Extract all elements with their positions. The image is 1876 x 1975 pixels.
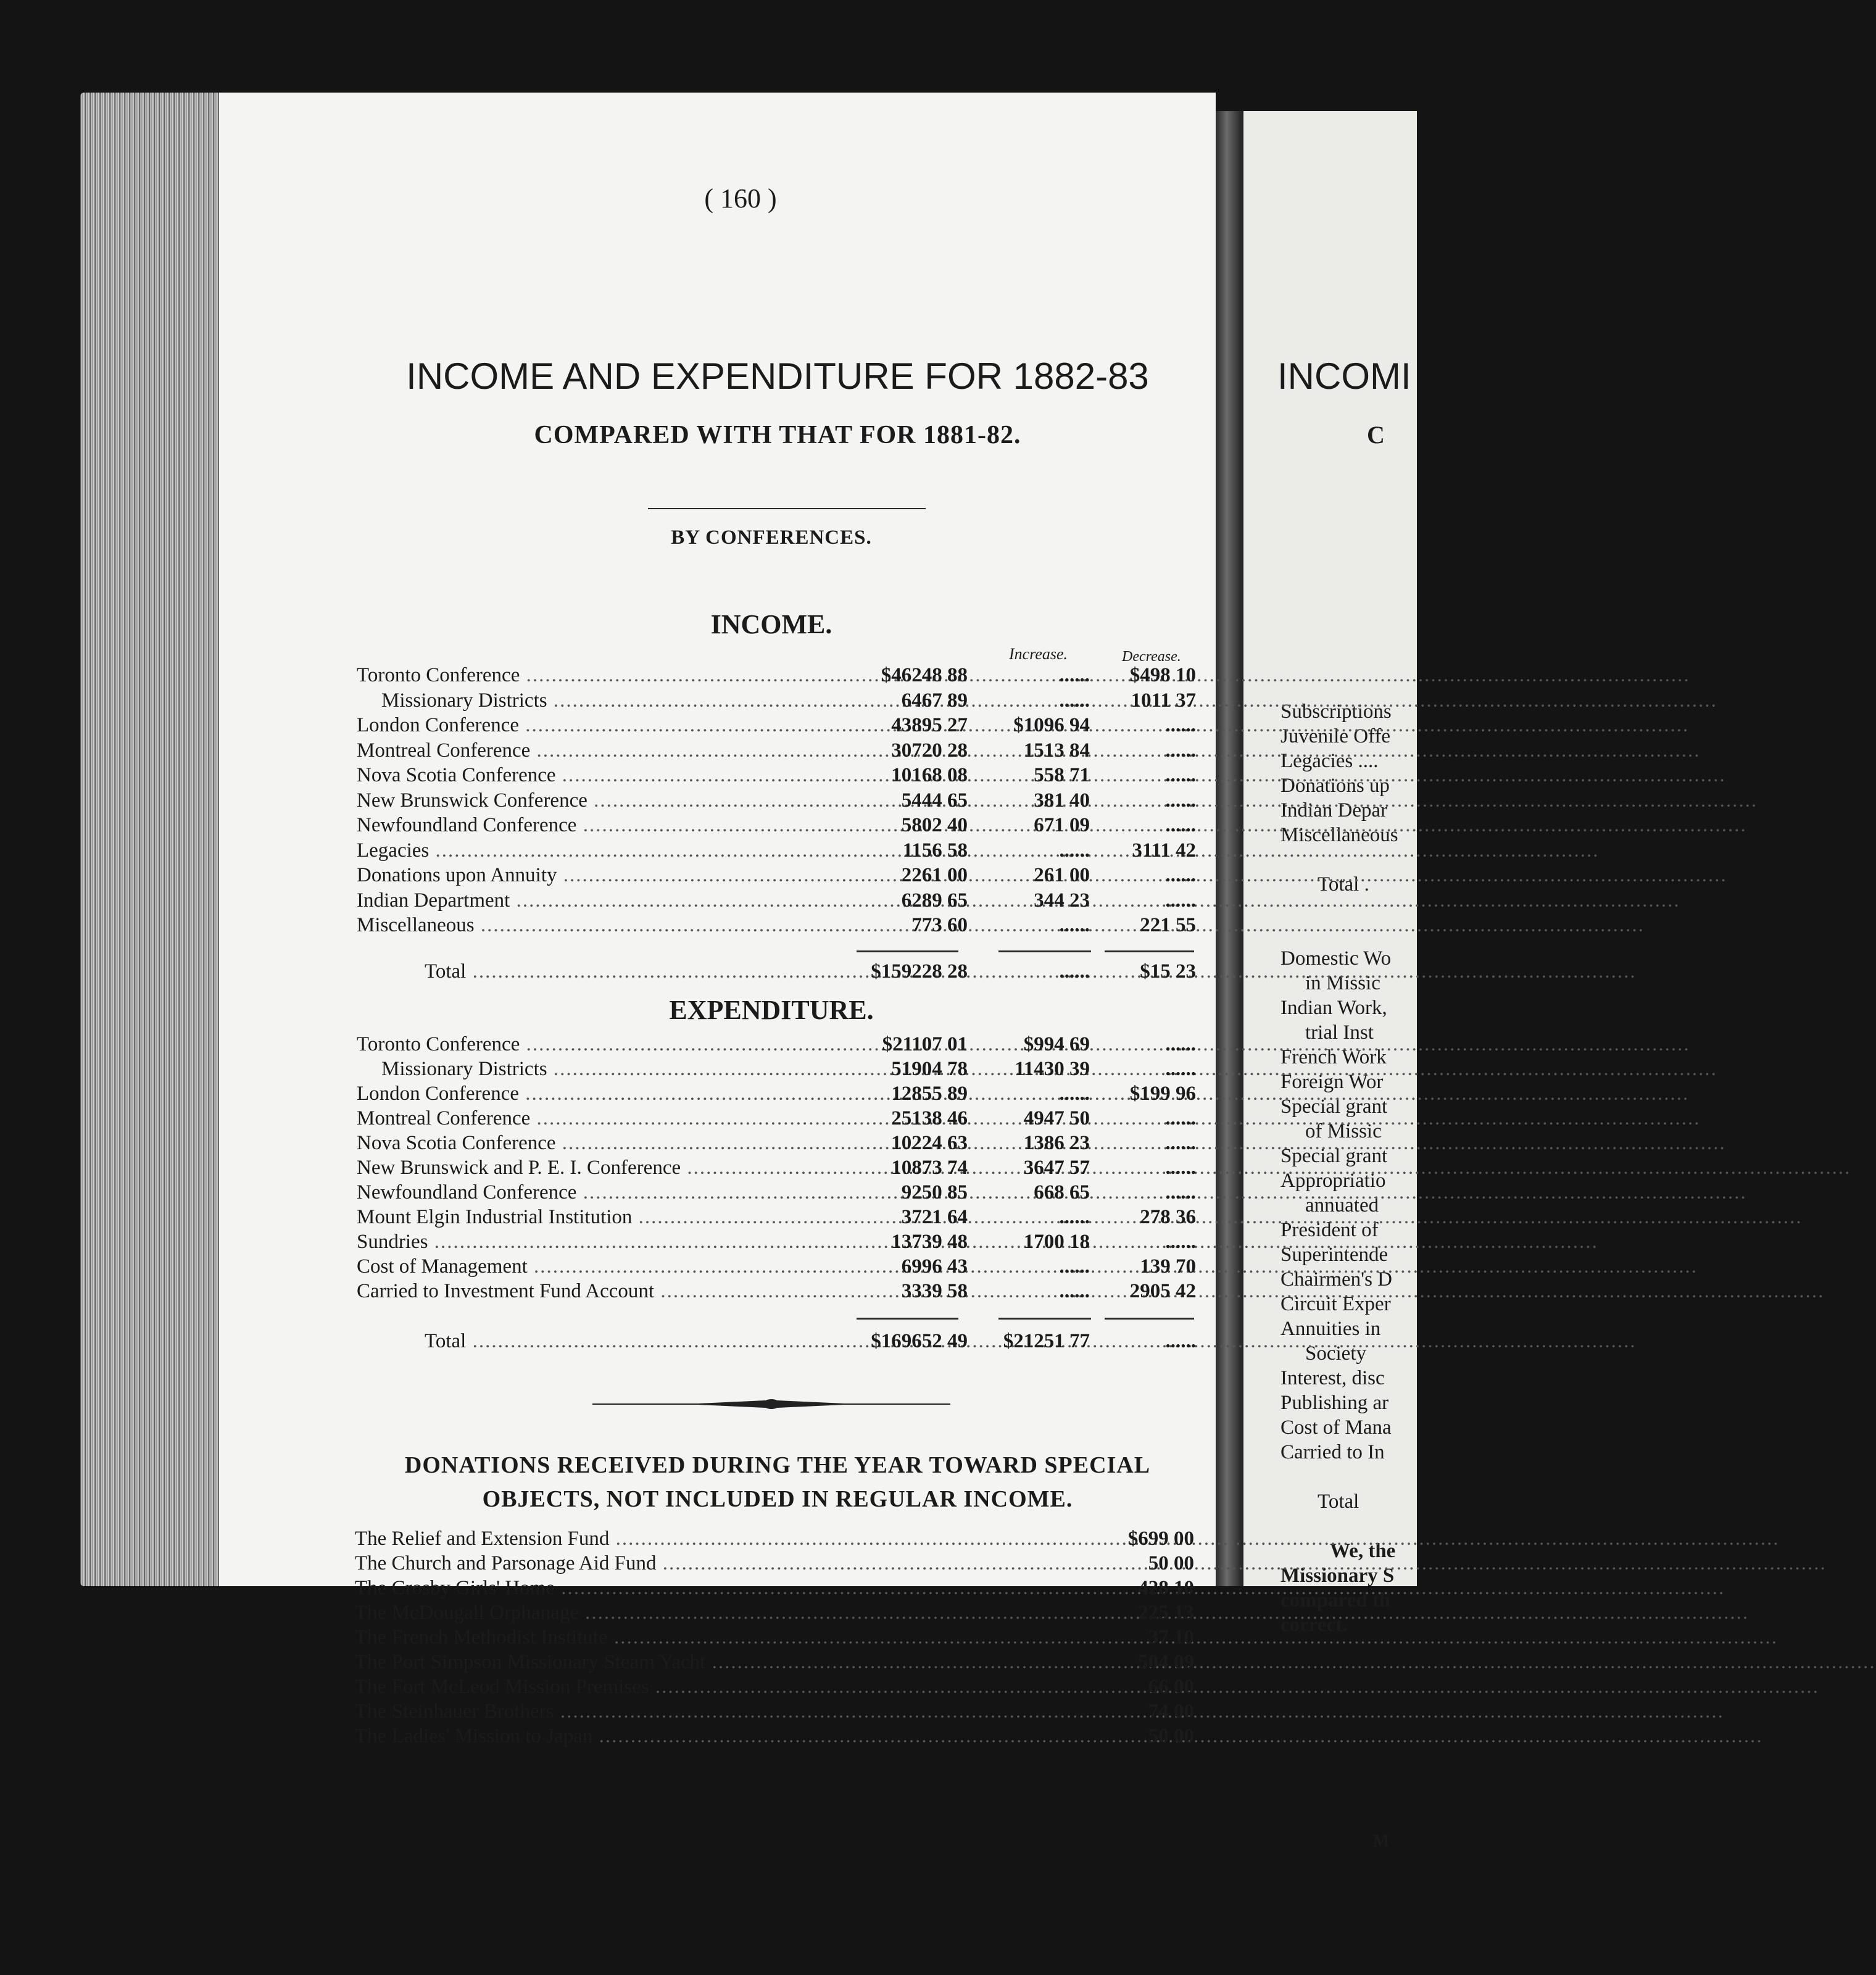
- right-page-title: INCOMI: [1277, 356, 1411, 397]
- total-row: [357, 1330, 1202, 1355]
- decrease-cell: ......: [1165, 789, 1196, 812]
- decrease-cell: 139 70: [1140, 1255, 1196, 1278]
- increase-cell: 558 71: [1034, 764, 1090, 786]
- amount-cell: 10224 63: [891, 1132, 968, 1154]
- row-label: Miscellaneous .....: [357, 914, 847, 937]
- right-page-line: correct.: [1280, 1614, 1348, 1636]
- row-label: Sundries .....: [357, 1231, 847, 1254]
- increase-cell: 3647 57: [1023, 1157, 1090, 1179]
- right-page-line: Indian Work,: [1280, 997, 1387, 1019]
- donation-amount: 74 00: [1148, 1700, 1194, 1723]
- row-label: Mount Elgin Industrial Institution .....: [357, 1206, 847, 1229]
- donation-row: [355, 1528, 1200, 1552]
- increase-cell: 668 65: [1034, 1181, 1090, 1204]
- increase-cell: 4947 50: [1023, 1107, 1090, 1129]
- increase-cell: $994 69: [1023, 1033, 1090, 1055]
- amount-cell: 3339 58: [901, 1280, 968, 1302]
- increase-cell: ......: [1059, 1255, 1090, 1278]
- increase-cell: 1386 23: [1023, 1132, 1090, 1154]
- row-label: London Conference .....: [357, 1083, 847, 1105]
- increase-cell: ......: [1059, 1206, 1090, 1228]
- decrease-cell: $199 96: [1129, 1083, 1196, 1105]
- right-page-line: trial Inst: [1305, 1021, 1374, 1044]
- table-row: [357, 1107, 1202, 1132]
- total-rule: [998, 950, 1091, 952]
- increase-column-header: Increase.: [1009, 645, 1068, 663]
- total-label: Total .....: [425, 1330, 847, 1353]
- right-page-line: Superintende: [1280, 1244, 1388, 1266]
- right-page-line: Subscriptions: [1280, 701, 1392, 723]
- decrease-cell: 221 55: [1140, 914, 1196, 936]
- table-row: [357, 1033, 1202, 1058]
- amount-cell: 5802 40: [901, 814, 968, 836]
- total-amount: $159228 28: [871, 960, 968, 983]
- donation-label: The Fort McLeod Mission Premises .....: [355, 1676, 1102, 1698]
- increase-cell: 1513 84: [1023, 739, 1090, 762]
- decrease-cell: ......: [1165, 1033, 1196, 1055]
- row-label: Donations upon Annuity .....: [357, 864, 847, 887]
- right-page-line: of Missic: [1305, 1120, 1382, 1142]
- donation-amount: 50 00: [1148, 1725, 1194, 1747]
- decrease-cell: 2905 42: [1129, 1280, 1196, 1302]
- donation-amount: 50 00: [1148, 1552, 1194, 1574]
- divider: [648, 508, 926, 509]
- total-label: Total .....: [425, 960, 847, 983]
- donations-heading-line1: DONATIONS RECEIVED DURING THE YEAR TOWARD SPECIAL: [404, 1452, 1151, 1478]
- donation-row: [355, 1552, 1200, 1577]
- right-page-line: Interest, disc: [1280, 1367, 1385, 1389]
- table-row: [357, 839, 1202, 864]
- decrease-cell: ......: [1165, 1157, 1196, 1179]
- donation-label: The French Methodist Institute .....: [355, 1626, 1102, 1649]
- table-row: [357, 864, 1202, 889]
- donation-label: The Steinhauer Brothers .....: [355, 1700, 1102, 1723]
- right-page-line: annuated: [1305, 1194, 1379, 1216]
- right-page-signature: M: [1373, 1832, 1390, 1851]
- amount-cell: 43895 27: [891, 714, 968, 736]
- right-page-line: in Missic: [1305, 972, 1380, 994]
- increase-cell: 671 09: [1034, 814, 1090, 836]
- row-label: Cost of Management .....: [357, 1255, 847, 1278]
- right-page-line: Society: [1305, 1342, 1366, 1365]
- decrease-cell: 3111 42: [1132, 839, 1196, 862]
- table-row: [357, 664, 1202, 689]
- right-page-subtitle: C: [1367, 421, 1385, 449]
- increase-cell: ......: [1059, 1280, 1090, 1302]
- increase-cell: $1096 94: [1013, 714, 1090, 736]
- right-page-line: Total .: [1318, 873, 1369, 896]
- right-page-line: Total: [1318, 1491, 1359, 1513]
- increase-cell: 1700 18: [1023, 1231, 1090, 1253]
- decrease-cell: ......: [1165, 889, 1196, 912]
- amount-cell: 2261 00: [901, 864, 968, 886]
- total-decrease: ......: [1165, 1330, 1196, 1352]
- donation-amount: 504 09: [1138, 1651, 1194, 1673]
- donation-label: The Port Simpson Missionary Steam Yacht .....: [355, 1651, 1102, 1674]
- table-row: [357, 1083, 1202, 1107]
- total-increase: ......: [1059, 960, 1090, 983]
- table-row: [357, 914, 1202, 939]
- page-number: ( 160 ): [704, 183, 777, 214]
- donation-row: [355, 1577, 1200, 1602]
- right-page-line: Missionary S: [1280, 1565, 1395, 1587]
- donation-label: The Ladies' Mission to Japan .....: [355, 1725, 1102, 1748]
- table-row: [357, 789, 1202, 814]
- right-page-line: Foreign Wor: [1280, 1071, 1384, 1093]
- expenditure-heading: EXPENDITURE.: [669, 995, 874, 1025]
- right-page-line: Special grant: [1280, 1145, 1388, 1167]
- decrease-cell: 1011 37: [1131, 689, 1196, 712]
- amount-cell: 5444 65: [901, 789, 968, 812]
- donation-amount: 225 13: [1138, 1602, 1194, 1624]
- amount-cell: 3721 64: [901, 1206, 968, 1228]
- decrease-cell: ......: [1165, 1181, 1196, 1204]
- table-row: [357, 1231, 1202, 1255]
- right-page-line: We, the: [1330, 1540, 1396, 1562]
- total-row: [357, 960, 1202, 985]
- decrease-cell: 278 36: [1140, 1206, 1196, 1228]
- total-rule: [1105, 950, 1194, 952]
- amount-cell: 9250 85: [901, 1181, 968, 1204]
- total-rule: [857, 1318, 958, 1320]
- amount-cell: 10168 08: [891, 764, 968, 786]
- right-page-line: Miscellaneous: [1280, 824, 1398, 846]
- right-page-line: Circuit Exper: [1280, 1293, 1391, 1315]
- decrease-cell: ......: [1165, 764, 1196, 786]
- decrease-cell: ......: [1165, 814, 1196, 836]
- row-label: New Brunswick and P. E. I. Conference .....: [357, 1157, 847, 1179]
- page-edges: [80, 93, 222, 1586]
- amount-cell: 51904 78: [891, 1058, 968, 1080]
- decrease-cell: ......: [1165, 739, 1196, 762]
- amount-cell: 13739 48: [891, 1231, 968, 1253]
- amount-cell: 6996 43: [901, 1255, 968, 1278]
- donation-label: The Crosby Girls' Home .....: [355, 1577, 1102, 1600]
- decrease-cell: ......: [1165, 864, 1196, 886]
- right-page-line: President of: [1280, 1219, 1379, 1241]
- increase-cell: 11430 39: [1015, 1058, 1090, 1080]
- row-label: Newfoundland Conference .....: [357, 814, 847, 837]
- decrease-cell: ......: [1165, 1107, 1196, 1129]
- increase-cell: ......: [1059, 839, 1090, 862]
- row-label: Montreal Conference .....: [357, 739, 847, 762]
- table-row: [357, 1255, 1202, 1280]
- row-label: Nova Scotia Conference .....: [357, 1132, 847, 1155]
- table-row: [357, 1058, 1202, 1083]
- donation-label: The Church and Parsonage Aid Fund .....: [355, 1552, 1102, 1575]
- right-page-line: Annuities in: [1280, 1318, 1381, 1340]
- row-label: Missionary Districts .....: [381, 1058, 847, 1081]
- increase-cell: 381 40: [1034, 789, 1090, 812]
- right-page-line: Chairmen's D: [1280, 1268, 1393, 1291]
- donation-row: [355, 1700, 1200, 1725]
- table-row: [357, 1280, 1202, 1305]
- table-row: [357, 814, 1202, 839]
- amount-cell: 10873 74: [891, 1157, 968, 1179]
- right-page-line: Domestic Wo: [1280, 947, 1392, 970]
- amount-cell: 1156 58: [902, 839, 968, 862]
- total-rule: [857, 950, 958, 952]
- amount-cell: 6289 65: [901, 889, 968, 912]
- donation-row: [355, 1602, 1200, 1626]
- donation-label: The Relief and Extension Fund .....: [355, 1528, 1102, 1550]
- right-page-line: Appropriatio: [1280, 1170, 1386, 1192]
- row-label: Indian Department .....: [357, 889, 847, 912]
- total-amount: $169652 49: [871, 1330, 968, 1352]
- donation-amount: 37 10: [1148, 1626, 1194, 1649]
- row-label: Montreal Conference .....: [357, 1107, 847, 1130]
- right-page-line: Carried to In: [1280, 1441, 1385, 1463]
- donation-row: [355, 1725, 1200, 1750]
- amount-cell: 12855 89: [891, 1083, 968, 1105]
- page-title: INCOME AND EXPENDITURE FOR 1882-83: [406, 356, 1149, 397]
- donation-row: [355, 1676, 1200, 1700]
- section-heading: BY CONFERENCES.: [671, 526, 872, 549]
- total-increase: $21251 77: [1003, 1330, 1090, 1352]
- decrease-cell: $498 10: [1129, 664, 1196, 686]
- total-rule: [998, 1318, 1091, 1320]
- increase-cell: ......: [1059, 689, 1090, 712]
- right-page-line: Donations up: [1280, 775, 1390, 797]
- right-page-line: Special grant: [1280, 1096, 1388, 1118]
- donations-heading-line2: OBJECTS, NOT INCLUDED IN REGULAR INCOME.: [482, 1486, 1073, 1512]
- amount-cell: $46248 88: [881, 664, 968, 686]
- table-row: [357, 1206, 1202, 1231]
- decrease-cell: ......: [1165, 1231, 1196, 1253]
- row-label: Newfoundland Conference .....: [357, 1181, 847, 1204]
- amount-cell: 30720 28: [891, 739, 968, 762]
- right-page-line: Juvenile Offe: [1280, 725, 1391, 747]
- donation-amount: $699 00: [1127, 1528, 1194, 1550]
- row-label: London Conference .....: [357, 714, 847, 737]
- row-label: Legacies .....: [357, 839, 847, 862]
- right-page-line: Cost of Mana: [1280, 1416, 1392, 1439]
- decrease-cell: ......: [1165, 1132, 1196, 1154]
- table-row: [357, 689, 1202, 714]
- increase-cell: 261 00: [1034, 864, 1090, 886]
- table-row: [357, 739, 1202, 764]
- right-page-line: Publishing ar: [1280, 1392, 1389, 1414]
- increase-cell: ......: [1059, 664, 1090, 686]
- decrease-column-header: Decrease.: [1122, 649, 1181, 665]
- table-row: [357, 1181, 1202, 1206]
- right-page-line: French Work: [1280, 1046, 1387, 1068]
- row-label: Missionary Districts .....: [381, 689, 847, 712]
- increase-cell: 344 23: [1034, 889, 1090, 912]
- right-page-line: compared th: [1280, 1589, 1391, 1611]
- total-rule: [1105, 1318, 1194, 1320]
- row-label: New Brunswick Conference .....: [357, 789, 847, 812]
- right-page-line: Indian Depar: [1280, 799, 1388, 821]
- amount-cell: 25138 46: [891, 1107, 968, 1129]
- decrease-cell: ......: [1165, 1058, 1196, 1080]
- donation-label: The McDougall Orphanage .....: [355, 1602, 1102, 1624]
- table-row: [357, 889, 1202, 914]
- donation-amount: 66 00: [1148, 1676, 1194, 1698]
- ornament-divider: [586, 1392, 957, 1416]
- table-row: [357, 1157, 1202, 1181]
- table-row: [357, 1132, 1202, 1157]
- decrease-cell: ......: [1165, 714, 1196, 736]
- amount-cell: $21107 01: [882, 1033, 968, 1055]
- row-label: Toronto Conference .....: [357, 1033, 847, 1056]
- donation-row: [355, 1651, 1200, 1676]
- donation-amount: 428 10: [1138, 1577, 1194, 1599]
- increase-cell: ......: [1059, 1083, 1090, 1105]
- amount-cell: 6467 89: [901, 689, 968, 712]
- table-row: [357, 714, 1202, 739]
- right-page-line: Legacies ....: [1280, 750, 1379, 772]
- amount-cell: 773 60: [911, 914, 968, 936]
- income-heading: INCOME.: [710, 609, 832, 639]
- increase-cell: ......: [1059, 914, 1090, 936]
- table-row: [357, 764, 1202, 789]
- page-subtitle: COMPARED WITH THAT FOR 1881-82.: [534, 421, 1021, 449]
- row-label: Toronto Conference .....: [357, 664, 847, 687]
- total-decrease: $15 23: [1140, 960, 1196, 983]
- donation-row: [355, 1626, 1200, 1651]
- row-label: Nova Scotia Conference .....: [357, 764, 847, 787]
- row-label: Carried to Investment Fund Account .....: [357, 1280, 847, 1303]
